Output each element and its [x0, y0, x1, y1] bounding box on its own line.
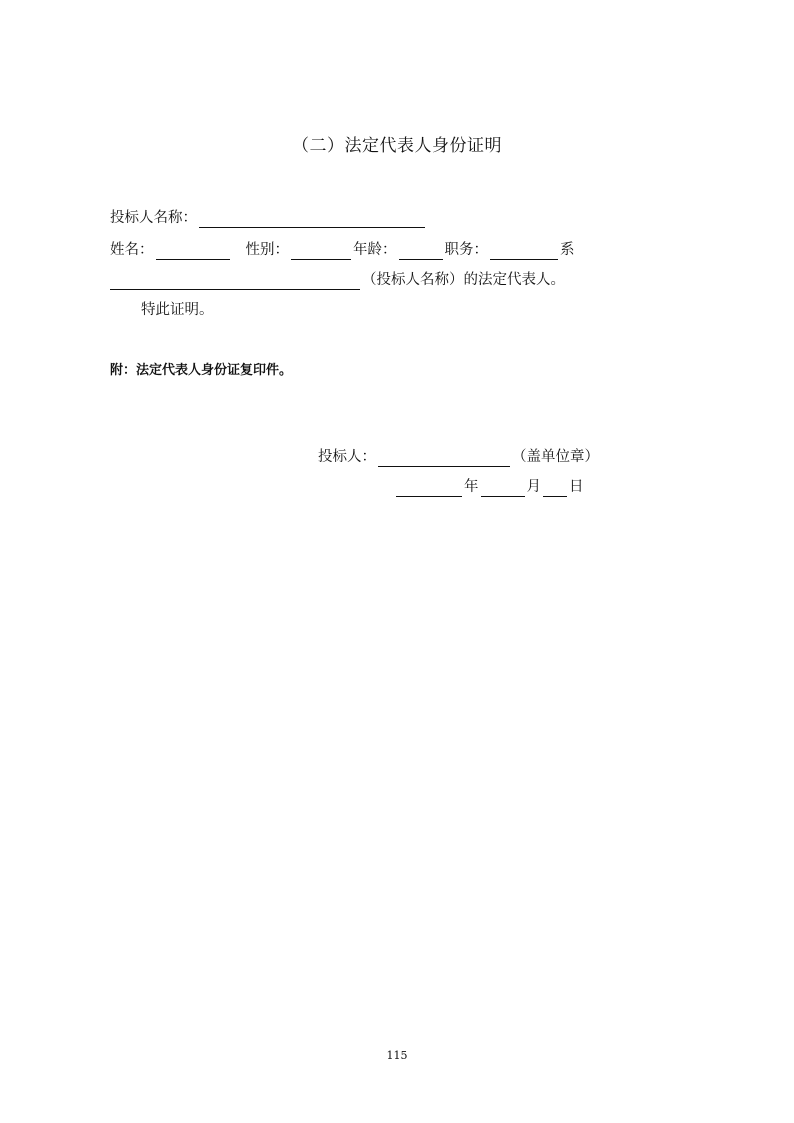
date-row: [396, 477, 584, 497]
day-label: 日: [569, 479, 584, 495]
age-blank[interactable]: [399, 243, 443, 260]
year-blank[interactable]: [396, 480, 462, 497]
certify-row: [141, 300, 214, 320]
day-blank[interactable]: [543, 480, 567, 497]
page-number: 115: [386, 1049, 408, 1062]
attachment-note: 附：法定代表人身份证复印件。: [110, 363, 293, 378]
xi-text: 系: [560, 242, 575, 258]
month-label: 月: [526, 479, 541, 495]
month-blank[interactable]: [481, 480, 525, 497]
name-label: 姓名：: [110, 242, 154, 258]
position-blank[interactable]: [490, 243, 558, 260]
bidder-label: 投标人：: [318, 449, 376, 465]
bidder-name-label: 投标人名称：: [110, 210, 197, 226]
bidder-signature-blank[interactable]: [378, 450, 510, 467]
representative-row: [110, 270, 565, 290]
age-label: 年龄：: [353, 242, 397, 258]
representative-suffix: （投标人名称）的法定代表人。: [362, 272, 565, 288]
position-label: 职务：: [444, 242, 488, 258]
bidder-signature-row: [318, 447, 599, 467]
document-title: （二）法定代表人身份证明: [292, 136, 502, 156]
company-name-blank[interactable]: [110, 273, 360, 290]
bidder-name-row: [110, 208, 427, 228]
seal-text: （盖单位章）: [512, 449, 599, 465]
bidder-name-blank[interactable]: [199, 211, 425, 228]
name-blank[interactable]: [156, 243, 230, 260]
gender-label: 性别：: [245, 242, 289, 258]
gender-blank[interactable]: [291, 243, 351, 260]
year-label: 年: [464, 479, 479, 495]
certify-text: 特此证明。: [141, 302, 214, 318]
personal-info-row: [110, 240, 575, 260]
